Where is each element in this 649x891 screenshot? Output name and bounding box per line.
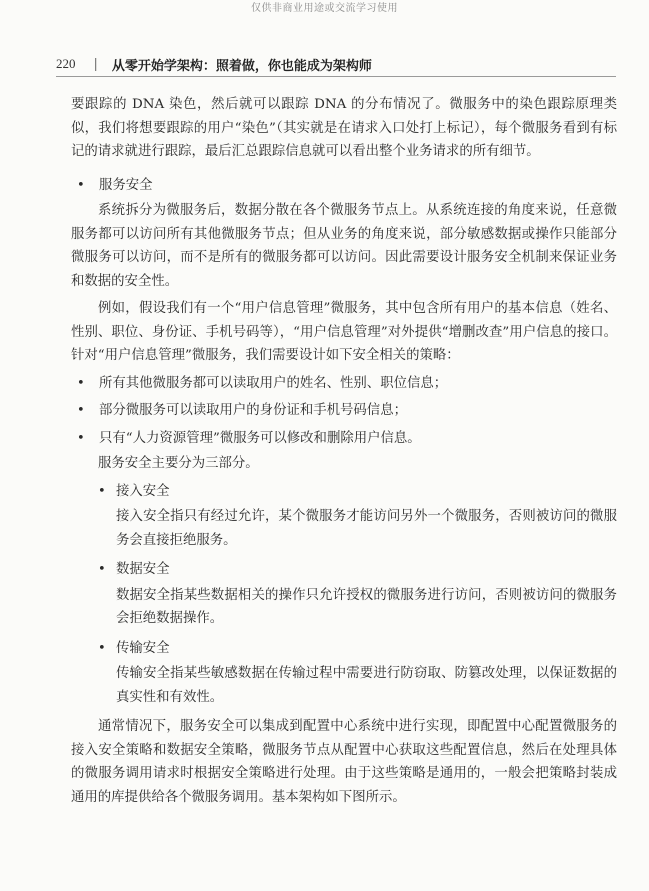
sub-heading-label: 接入安全 [116, 483, 170, 499]
policy-text: 部分微服务可以读取用户的身份证和手机号码信息； [99, 403, 407, 418]
book-title: 从零开始学架构：照着做，你也能成为架构师 [111, 58, 372, 74]
sub-heading-label: 传输安全 [116, 640, 170, 656]
bullet-icon: • [77, 375, 85, 391]
bullet-icon: • [77, 430, 85, 446]
section-heading-service-security [71, 174, 617, 198]
paragraph-three-parts: 服务安全主要分为三部分。 [98, 456, 259, 471]
list-item-policy [71, 399, 617, 423]
bullet-icon: • [77, 177, 85, 193]
paragraph-security-intro: 系统拆分为微服务后，数据分散在各个微服务节点上。从系统连接的角度来说，任意微服务都可以访问所有其他微服务节点；但从业务的角度来说，部分敏感数据或操作只能部分微服务可以访问，而不是所有的微服务都可以访问。因此需要设计服务安全机制来保证业务和数据的安全性。 [71, 203, 617, 289]
section-heading-label: 服务安全 [99, 177, 153, 193]
bullet-icon: • [98, 562, 106, 577]
page-header [56, 54, 616, 74]
sub-heading-label: 数据安全 [116, 562, 170, 577]
paragraph-dna-tracing: 要跟踪的 DNA 染色，然后就可以跟踪 DNA 的分布情况了。微服务中的染色跟踪原理类似，我们将想要跟踪的用户“染色”（其实就是在请求入口处打上标记），每个微服务看到有标记的请求就进行跟踪，最后汇总跟踪信息就可以看出整个业务请求的所有细节。 [71, 97, 617, 159]
page-body [71, 93, 617, 809]
sub-heading-access-security [71, 480, 617, 504]
bullet-icon: • [77, 403, 85, 418]
bullet-icon: • [98, 640, 106, 656]
header-rule [56, 76, 616, 77]
page-number: 220 [56, 56, 76, 71]
bullet-icon: • [98, 483, 106, 499]
paragraph-config-center: 通常情况下，服务安全可以集成到配置中心系统中进行实现，即配置中心配置微服务的接入安全策略和数据安全策略，微服务节点从配置中心获取这些配置信息，然后在处理具体的微服务调用请求时根据安全策略进行处理。由于这些策略是通用的，一般会把策略封装成通用的库提供给各个微服务调用。基本架构如下图所示。 [71, 719, 617, 805]
policy-text: 只有“人力资源管理”微服务可以修改和删除用户信息。 [99, 430, 421, 446]
paragraph-transport-security: 传输安全指某些敏感数据在传输过程中需要进行防窃取、防篡改处理，以保证数据的真实性和有效性。 [116, 666, 617, 705]
sub-heading-transport-security [71, 637, 617, 661]
list-item-policy [71, 427, 617, 451]
watermark: 仅供非商业用途或交流学习使用 [251, 3, 398, 14]
sub-heading-data-security [71, 558, 617, 582]
policy-text: 所有其他微服务都可以读取用户的姓名、性别、职位信息； [99, 375, 448, 391]
paragraph-example: 例如，假设我们有一个“用户信息管理”微服务，其中包含所有用户的基本信息（姓名、性别、职位、身份证、手机号码等），“用户信息管理”对外提供“增删改查”用户信息的接口。针对“用户信息管理”微服务，我们需要设计如下安全相关的策略： [71, 301, 617, 363]
list-item-policy [71, 372, 617, 396]
paragraph-data-security: 数据安全指某些数据相关的操作只允许授权的微服务进行访问，否则被访问的微服务会拒绝数据操作。 [116, 587, 617, 626]
paragraph-access-security: 接入安全指只有经过允许，某个微服务才能访问另外一个微服务，否则被访问的微服务会直接拒绝服务。 [116, 509, 617, 548]
header-separator: | [93, 56, 98, 72]
